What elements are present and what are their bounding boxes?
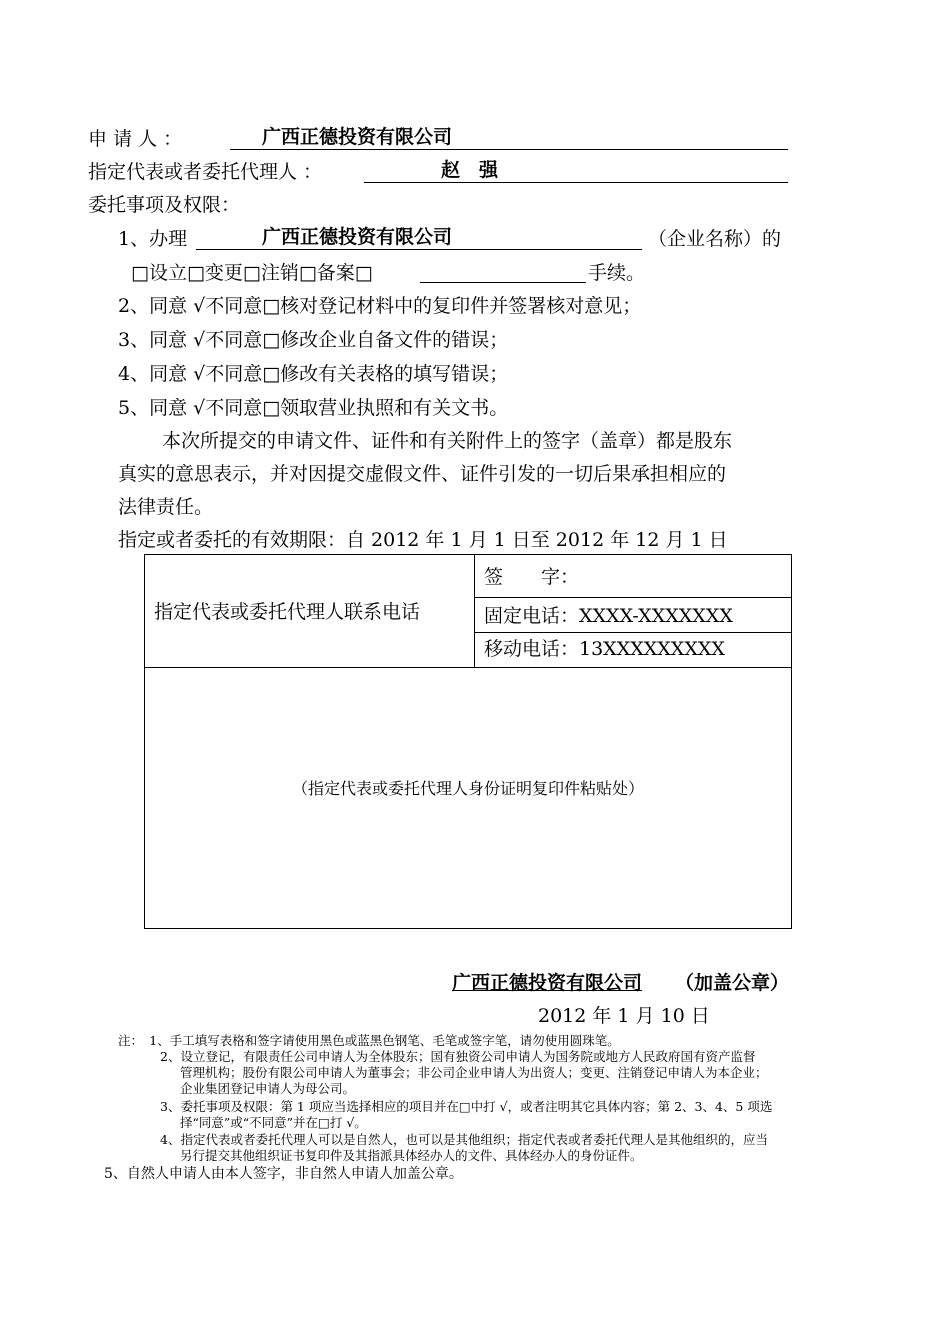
contact-row-divider-2: [474, 632, 792, 633]
item2[interactable]: 2、同意 √不同意□核对登记材料中的复印件并签署核对意见；: [118, 295, 642, 317]
seal-date: 2012 年 1 月 10 日: [538, 1005, 710, 1027]
seal-company: 广西正德投资有限公司: [452, 972, 643, 994]
item3[interactable]: 3、同意 √不同意□修改企业自备文件的错误；: [118, 329, 509, 351]
signature-field[interactable]: 签 字：: [484, 566, 580, 588]
item1-suffix: （企业名称）的: [648, 228, 782, 250]
seal-note: （加盖公章）: [675, 972, 790, 994]
fixed-phone[interactable]: 固定电话：XXXX-XXXXXXX: [484, 605, 733, 627]
representative-name[interactable]: 赵 强: [441, 159, 499, 181]
mobile-phone[interactable]: 移动电话：13XXXXXXXXX: [484, 638, 725, 660]
applicant-label: 申 请 人 ：: [88, 128, 183, 150]
item1-options-end: 手续。: [588, 262, 646, 284]
item4[interactable]: 4、同意 √不同意□修改有关表格的填写错误；: [118, 363, 509, 385]
note-1: 注： 1、手工填写表格和签字请使用黑色或蓝黑色钢笔、毛笔或签字笔，请勿使用圆珠笔。: [118, 1033, 620, 1048]
contact-table-divider: [474, 554, 475, 668]
note-2a: 2、设立登记，有限责任公司申请人为全体股东；国有独资公司申请人为国务院或地方人民政府国有资产监督: [160, 1049, 756, 1064]
declaration-line-1: 本次所提交的申请文件、证件和有关附件上的签字（盖章）都是股东: [162, 430, 733, 452]
item1-other-underline: [420, 282, 586, 283]
applicant-underline: [230, 149, 788, 150]
contact-row-divider-1: [474, 597, 792, 598]
representative-underline: [364, 182, 788, 183]
item1-company[interactable]: 广西正德投资有限公司: [262, 226, 453, 248]
note-5: 5、自然人申请人由本人签字，非自然人申请人加盖公章。: [104, 1166, 463, 1182]
item1-prefix: 1、办理: [118, 228, 188, 250]
note-4a: 4、指定代表或者委托代理人可以是自然人，也可以是其他组织；指定代表或者委托代理人是其他组织的，应当: [160, 1132, 768, 1147]
item1-options[interactable]: □设立□变更□注销□备案□: [131, 262, 373, 284]
representative-label: 指定代表或者委托代理人 ：: [88, 161, 323, 183]
note-2b: 管理机构；股份有限公司申请人为董事会；非公司企业申请人为出资人；变更、注销登记申请人为本企业；: [180, 1065, 768, 1080]
declaration-line-3: 法律责任。: [118, 496, 214, 518]
id-paste-label: （指定代表或委托代理人身份证明复印件粘贴处）: [291, 779, 644, 798]
applicant-name[interactable]: 广西正德投资有限公司: [262, 126, 453, 148]
note-3b: 择“同意”或“不同意”并在□打 √。: [180, 1115, 367, 1130]
note-3a: 3、委托事项及权限：第 1 项应当选择相应的项目并在□中打 √，或者注明其它具体内容；第 2、3、4、5 项选: [160, 1099, 773, 1114]
declaration-line-2: 真实的意思表示，并对因提交虚假文件、证件引发的一切后果承担相应的: [118, 463, 727, 485]
note-2c: 企业集团登记申请人为母公司。: [180, 1081, 356, 1096]
item1-company-underline: [196, 249, 642, 250]
item5[interactable]: 5、同意 √不同意□领取营业执照和有关文书。: [118, 397, 509, 419]
scope-heading: 委托事项及权限：: [88, 194, 241, 216]
validity-period: 指定或者委托的有效期限：自 2012 年 1 月 1 日至 2012 年 12 月 1 日: [118, 529, 728, 551]
contact-label: 指定代表或委托代理人联系电话: [154, 601, 421, 623]
note-4b: 另行提交其他组织证书复印件及其指派具体经办人的文件、具体经办人的身份证件。: [180, 1148, 643, 1163]
